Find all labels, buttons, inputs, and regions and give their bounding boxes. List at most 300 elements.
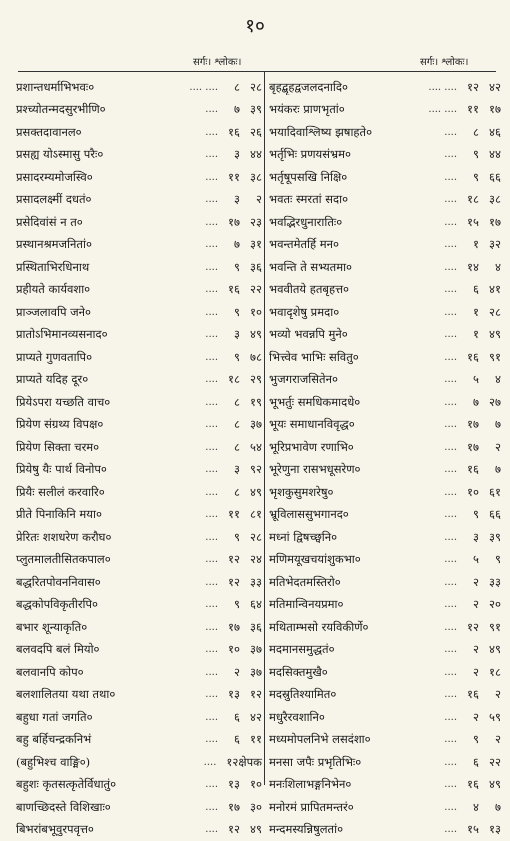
- sarga-number: १७: [459, 440, 479, 455]
- leader-dots: .... ....: [426, 104, 459, 115]
- leader-dots: .... ....: [426, 82, 459, 93]
- index-entry: [269, 751, 501, 774]
- index-entry: [16, 661, 262, 684]
- index-entry: [269, 279, 501, 302]
- index-entry: [269, 504, 501, 527]
- sarga-number: ११: [220, 507, 240, 522]
- shloka-number: ३८: [479, 192, 501, 207]
- index-entry: [16, 774, 262, 797]
- leader-dots: ....: [442, 824, 459, 835]
- leader-dots: ....: [203, 464, 220, 475]
- sarga-number: ६: [220, 732, 240, 747]
- shloka-number: ७: [479, 462, 501, 477]
- sarga-number: ७: [220, 102, 240, 117]
- index-entry: [269, 391, 501, 414]
- index-entry: [269, 369, 501, 392]
- shloka-number: १०: [240, 305, 262, 320]
- shloka-number: ३२: [479, 237, 501, 252]
- leader-dots: ....: [203, 262, 220, 273]
- sarga-number: १२: [220, 552, 240, 567]
- index-entry: [16, 279, 262, 302]
- sarga-number: १६: [459, 350, 479, 365]
- entry-text: मनसा जपैः प्रभृतिभिः०: [269, 755, 442, 770]
- shloka-number: ४९: [479, 642, 501, 657]
- shloka-number: क्षेपक: [238, 755, 262, 770]
- sarga-number: १७: [220, 800, 240, 815]
- shloka-number: ४२: [479, 80, 501, 95]
- sarga-number: १३: [220, 777, 240, 792]
- entry-text: बहुधा गतां जगति०: [16, 710, 203, 725]
- sarga-number: ५: [459, 372, 479, 387]
- leader-dots: ....: [442, 689, 459, 700]
- shloka-number: ३७: [240, 642, 262, 657]
- sarga-number: ११: [220, 170, 240, 185]
- index-entry: [269, 684, 501, 707]
- index-entry: [16, 571, 262, 594]
- entry-text: बद्धकोपविकृतीरपि०: [16, 597, 203, 612]
- index-entry: [269, 571, 501, 594]
- sarga-number: ९: [459, 732, 479, 747]
- entry-text: भर्तृभिः प्रणयसंभ्रम०: [269, 147, 442, 162]
- leader-dots: ....: [203, 554, 220, 565]
- leader-dots: ....: [203, 802, 220, 813]
- shloka-number: ७: [479, 800, 501, 815]
- leader-dots: ....: [442, 239, 459, 250]
- shloka-number: ३९: [479, 530, 501, 545]
- shloka-number: २: [479, 732, 501, 747]
- entry-text: प्रातोऽभिमानव्यसनाद०: [16, 327, 203, 342]
- sarga-number: १६: [220, 125, 240, 140]
- index-entry: [16, 481, 262, 504]
- entry-text: बद्धरितपोवननिवास०: [16, 575, 203, 590]
- index-entry: [16, 459, 262, 482]
- shloka-number: ४९: [240, 327, 262, 342]
- sarga-number: ८: [459, 125, 479, 140]
- entry-text: प्लुतमालतीसितकपाल०: [16, 552, 203, 567]
- entry-text: भव्यो भवन्नपि मुने०: [269, 327, 442, 342]
- leader-dots: .... ....: [187, 82, 220, 93]
- sarga-number: २: [220, 665, 240, 680]
- sarga-number: १५: [459, 822, 479, 837]
- entry-text: भववीतये हतबृहत्त०: [269, 282, 442, 297]
- sarga-number: ६: [220, 710, 240, 725]
- entry-text: प्राप्यते यदिह दूर०: [16, 372, 203, 387]
- entry-text: बृहद्बृहद्वजलदनादि०: [269, 80, 426, 95]
- leader-dots: ....: [442, 172, 459, 183]
- sarga-number: १७: [220, 215, 240, 230]
- sarga-number: १२: [220, 822, 240, 837]
- leader-dots: ....: [203, 172, 220, 183]
- leader-dots: ....: [203, 824, 220, 835]
- sarga-number: ८: [220, 80, 240, 95]
- index-entry: [16, 324, 262, 347]
- index-entry: [16, 301, 262, 324]
- shloka-number: ६४: [240, 597, 262, 612]
- leader-dots: ....: [203, 149, 220, 160]
- entry-text: मदमानसमुद्धतं०: [269, 642, 442, 657]
- shloka-number: ३१: [240, 237, 262, 252]
- leader-dots: ....: [203, 599, 220, 610]
- shloka-number: ४४: [479, 147, 501, 162]
- leader-dots: ....: [442, 509, 459, 520]
- sarga-number: ५: [459, 552, 479, 567]
- entry-text: प्रियेऽपरा यच्छति वाच०: [16, 395, 203, 410]
- leader-dots: ....: [203, 532, 220, 543]
- entry-text: भूरिप्रभावेण रणाभि०: [269, 440, 442, 455]
- index-entry: [269, 144, 501, 167]
- index-entry: [269, 594, 501, 617]
- shloka-number: ९२: [240, 462, 262, 477]
- sarga-number: ३: [220, 327, 240, 342]
- index-entry: [16, 99, 262, 122]
- index-entry: [16, 189, 262, 212]
- entry-text: भूरेणुना रासभधूसरेण०: [269, 462, 442, 477]
- index-entry: [269, 99, 501, 122]
- entry-text: मतिमान्विनयप्रमा०: [269, 597, 442, 612]
- leader-dots: ....: [203, 239, 220, 250]
- shloka-number: ४६: [479, 125, 501, 140]
- sarga-number: २: [459, 665, 479, 680]
- leader-dots: ....: [203, 442, 220, 453]
- sarga-number: १६: [459, 462, 479, 477]
- entry-text: प्रसादरम्यमोजस्वि०: [16, 170, 203, 185]
- shloka-number: ३७: [240, 417, 262, 432]
- index-entry: [16, 256, 262, 279]
- leader-dots: ....: [442, 734, 459, 745]
- entry-text: बलवानपि कोप०: [16, 665, 203, 680]
- shloka-number: २२: [479, 755, 501, 770]
- leader-dots: ....: [203, 217, 220, 228]
- index-entry: [16, 76, 262, 99]
- leader-dots: ....: [442, 127, 459, 138]
- shloka-number: २३: [240, 215, 262, 230]
- sarga-number: ९: [459, 507, 479, 522]
- entry-text: भित्त्वेव भाभिः सवितु०: [269, 350, 442, 365]
- index-entry: [269, 549, 501, 572]
- index-entry: [16, 346, 262, 369]
- shloka-number: ४९: [479, 327, 501, 342]
- entry-text: भवन्ति ते सभ्यतमा०: [269, 260, 442, 275]
- entry-text: मदसिक्तमुखै०: [269, 665, 442, 680]
- index-entry: [269, 616, 501, 639]
- leader-dots: ....: [203, 487, 220, 498]
- sarga-number: १८: [220, 372, 240, 387]
- entry-text: भूभर्तुः समधिकमादधे०: [269, 395, 442, 410]
- index-entry: [269, 481, 501, 504]
- index-entry: [16, 751, 262, 774]
- entry-text: प्रसह्य योऽस्मासु परैः०: [16, 147, 203, 162]
- header-rule: [18, 71, 496, 72]
- index-entry: [269, 211, 501, 234]
- leader-dots: ....: [203, 734, 220, 745]
- index-entry: [269, 234, 501, 257]
- index-entry: [269, 639, 501, 662]
- sarga-number: ४: [459, 800, 479, 815]
- index-entry: [269, 729, 501, 752]
- sarga-number: १२: [459, 620, 479, 635]
- entry-text: मदस्रुतिश्यामित०: [269, 687, 442, 702]
- entry-text: भवादृशेषु प्रमदा०: [269, 305, 442, 320]
- shloka-number: ४१: [479, 282, 501, 297]
- entry-text: प्रस्थिताभिरधिनाथ: [16, 260, 203, 275]
- leader-dots: ....: [442, 194, 459, 205]
- sarga-number: २: [459, 710, 479, 725]
- entry-text: भूयः समाधानविवृद्ध०: [269, 417, 442, 432]
- index-entry: [16, 121, 262, 144]
- shloka-number: ३८: [240, 170, 262, 185]
- shloka-number: ८१: [240, 507, 262, 522]
- entry-text: भृशकुसुमशरेषु०: [269, 485, 442, 500]
- sarga-number: १८: [459, 192, 479, 207]
- sarga-number: ९: [459, 170, 479, 185]
- shloka-number: ३६: [240, 620, 262, 635]
- sarga-number: २: [459, 575, 479, 590]
- sarga-number: १२: [459, 80, 479, 95]
- leader-dots: ....: [442, 487, 459, 498]
- sarga-number: ७: [459, 395, 479, 410]
- index-entry: [16, 234, 262, 257]
- sarga-number: ११: [459, 102, 479, 117]
- sarga-number: १२: [218, 755, 238, 770]
- entry-text: भयंकरः प्राणभृतां०: [269, 102, 426, 117]
- index-entry: [269, 706, 501, 729]
- leader-dots: ....: [203, 509, 220, 520]
- shloka-number: ३७: [240, 665, 262, 680]
- entry-text: भवतः स्मरतां सदा०: [269, 192, 442, 207]
- entry-text: मधुरैरवशानि०: [269, 710, 442, 725]
- leader-dots: ....: [442, 217, 459, 228]
- sarga-number: १७: [220, 620, 240, 635]
- entry-text: भ्रूविलाससुभगानद०: [269, 507, 442, 522]
- leader-dots: ....: [203, 127, 220, 138]
- shloka-number: ५९: [479, 710, 501, 725]
- leader-dots: ....: [442, 757, 459, 768]
- index-entry: [269, 796, 501, 819]
- shloka-number: ७८: [240, 350, 262, 365]
- entry-text: मनःशिलाभङ्गनिभेन०: [269, 777, 442, 792]
- index-entry: [16, 414, 262, 437]
- index-entry: [269, 774, 501, 797]
- entry-text: प्राप्यते गुणवतापि०: [16, 350, 203, 365]
- leader-dots: ....: [203, 194, 220, 205]
- entry-text: भर्तृषूपसखि निक्षि०: [269, 170, 442, 185]
- leader-dots: ....: [442, 329, 459, 340]
- shloka-number: ७: [479, 417, 501, 432]
- shloka-number: ९: [479, 552, 501, 567]
- entry-text: प्राञ्जलावपि जने०: [16, 305, 203, 320]
- leader-dots: ....: [203, 352, 220, 363]
- entry-text: मतिभेदतमस्तिरो०: [269, 575, 442, 590]
- leader-dots: ....: [442, 397, 459, 408]
- entry-text: मणिमयूखचयांशुकभा०: [269, 552, 442, 567]
- index-entry: [16, 436, 262, 459]
- leader-dots: ....: [442, 599, 459, 610]
- sarga-number: ३: [220, 462, 240, 477]
- shloka-number: २७: [479, 395, 501, 410]
- leader-dots: ....: [442, 284, 459, 295]
- sarga-number: ८: [220, 395, 240, 410]
- shloka-number: ४९: [479, 777, 501, 792]
- shloka-number: ४: [479, 260, 501, 275]
- entry-text: प्रियेण संग्रथ्य विपक्ष०: [16, 417, 203, 432]
- sarga-number: १६: [220, 282, 240, 297]
- index-entry: [269, 661, 501, 684]
- leader-dots: ....: [442, 622, 459, 633]
- shloka-number: १७: [479, 102, 501, 117]
- entry-text: मध्यमोपलनिभे लसदंशा०: [269, 732, 442, 747]
- shloka-number: ३०: [240, 800, 262, 815]
- sarga-number: ९: [220, 305, 240, 320]
- leader-dots: ....: [203, 284, 220, 295]
- shloka-number: १८: [479, 665, 501, 680]
- index-entry: [269, 414, 501, 437]
- index-entry: [16, 706, 262, 729]
- sarga-number: ८: [220, 417, 240, 432]
- leader-dots: ....: [203, 577, 220, 588]
- sarga-number: २: [459, 642, 479, 657]
- entry-text: प्रश्च्योतन्मदसुरभीणि०: [16, 102, 203, 117]
- entry-text: भयादिवाश्लिष्य झषाहते०: [269, 125, 442, 140]
- sarga-number: १: [459, 305, 479, 320]
- entry-text: प्रशान्तधर्माभिभवः०: [16, 80, 187, 95]
- entry-text: प्रसक्तदावानल०: [16, 125, 203, 140]
- sarga-number: ९: [459, 147, 479, 162]
- index-entry: [16, 391, 262, 414]
- shloka-number: ४९: [240, 822, 262, 837]
- sarga-number: १: [459, 237, 479, 252]
- entry-text: बहुशः कृतसत्कृतेर्विधातुं०: [16, 777, 203, 792]
- index-entry: [269, 459, 501, 482]
- column-divider: [264, 71, 265, 785]
- leader-dots: ....: [203, 644, 220, 655]
- sarga-number: १४: [459, 260, 479, 275]
- entry-text: भवन्तमेतर्हि मन०: [269, 237, 442, 252]
- entry-text: मन्दमस्यन्निषुलतां०: [269, 822, 442, 837]
- sarga-number: ९: [220, 597, 240, 612]
- index-entry: [269, 121, 501, 144]
- index-entry: [16, 729, 262, 752]
- leader-dots: ....: [442, 307, 459, 318]
- entry-text: बिभरांबभूवुरपवृत्त०: [16, 822, 203, 837]
- sarga-number: ९: [220, 350, 240, 365]
- sarga-number: ३: [220, 192, 240, 207]
- leader-dots: ....: [442, 802, 459, 813]
- shloka-number: १७: [479, 215, 501, 230]
- shloka-number: १३: [479, 822, 501, 837]
- index-entry: [269, 346, 501, 369]
- leader-dots: ....: [203, 689, 220, 700]
- shloka-number: २८: [240, 80, 262, 95]
- leader-dots: ....: [442, 262, 459, 273]
- sarga-number: ८: [220, 440, 240, 455]
- entry-text: मनोरमं प्रापितमन्तरं०: [269, 800, 442, 815]
- entry-text: प्रस्थानश्रमजनितां०: [16, 237, 203, 252]
- sarga-number: ६: [459, 282, 479, 297]
- page-number: १०: [0, 12, 510, 38]
- leader-dots: ....: [203, 622, 220, 633]
- sarga-number: ३: [459, 530, 479, 545]
- entry-text: भुजगराजसितेन०: [269, 372, 442, 387]
- shloka-number: ४२: [240, 710, 262, 725]
- leader-dots: ....: [442, 577, 459, 588]
- leader-dots: ....: [442, 779, 459, 790]
- shloka-number: ४९: [240, 485, 262, 500]
- sarga-number: ९: [220, 260, 240, 275]
- index-entry: [16, 504, 262, 527]
- index-entry: [269, 301, 501, 324]
- leader-dots: ....: [203, 712, 220, 723]
- shloka-number: ६६: [479, 170, 501, 185]
- leader-dots: ....: [442, 149, 459, 160]
- sarga-number: १: [459, 327, 479, 342]
- index-entry: [16, 369, 262, 392]
- leader-dots: ....: [202, 757, 219, 768]
- shloka-number: ३३: [240, 575, 262, 590]
- index-entry: [16, 211, 262, 234]
- shloka-number: ९१: [479, 350, 501, 365]
- entry-text: बलवदपि बलं मियो०: [16, 642, 203, 657]
- left-index-column: [16, 76, 262, 841]
- shloka-number: २९: [240, 372, 262, 387]
- leader-dots: ....: [442, 532, 459, 543]
- sarga-number: १५: [459, 215, 479, 230]
- leader-dots: ....: [442, 419, 459, 430]
- index-entry: [16, 144, 262, 167]
- left-column-header: सर्गः। श्लोकः।: [193, 54, 241, 68]
- sarga-number: २: [459, 597, 479, 612]
- entry-text: प्रेरितः शशधरेण करौघ०: [16, 530, 203, 545]
- leader-dots: ....: [203, 779, 220, 790]
- entry-text: प्रियैः सलीलं करवारि०: [16, 485, 203, 500]
- sarga-number: ९: [220, 530, 240, 545]
- entry-text: बलशालितया यथा तथा०: [16, 687, 203, 702]
- leader-dots: ....: [203, 419, 220, 430]
- right-index-column: [269, 76, 501, 841]
- leader-dots: ....: [442, 352, 459, 363]
- sarga-number: १६: [459, 777, 479, 792]
- shloka-number: १२: [240, 687, 262, 702]
- shloka-number: ६६: [479, 507, 501, 522]
- leader-dots: ....: [203, 397, 220, 408]
- entry-text: बभार शून्याकृति०: [16, 620, 203, 635]
- shloka-number: २: [240, 192, 262, 207]
- index-entry: [16, 526, 262, 549]
- entry-text: बाणच्छिदस्ते विशिखाः०: [16, 800, 203, 815]
- shloka-number: २: [479, 687, 501, 702]
- sarga-number: १०: [220, 642, 240, 657]
- entry-text: प्रियेषु यैः पार्थ विनोप०: [16, 462, 203, 477]
- index-entry: [269, 189, 501, 212]
- leader-dots: ....: [442, 374, 459, 385]
- index-entry: [16, 796, 262, 819]
- leader-dots: ....: [442, 667, 459, 678]
- leader-dots: ....: [442, 644, 459, 655]
- index-entry: [269, 76, 501, 99]
- entry-text: मथिताम्भसो रयविकीर्णे०: [269, 620, 442, 635]
- shloka-number: १०: [240, 777, 262, 792]
- sarga-number: १०: [459, 485, 479, 500]
- sarga-number: ३: [220, 147, 240, 162]
- shloka-number: २६: [240, 125, 262, 140]
- leader-dots: ....: [442, 554, 459, 565]
- index-entry: [269, 166, 501, 189]
- leader-dots: ....: [203, 374, 220, 385]
- index-entry: [16, 616, 262, 639]
- shloka-number: २८: [240, 530, 262, 545]
- sarga-number: ७: [220, 237, 240, 252]
- shloka-number: ३३: [479, 575, 501, 590]
- leader-dots: ....: [203, 104, 220, 115]
